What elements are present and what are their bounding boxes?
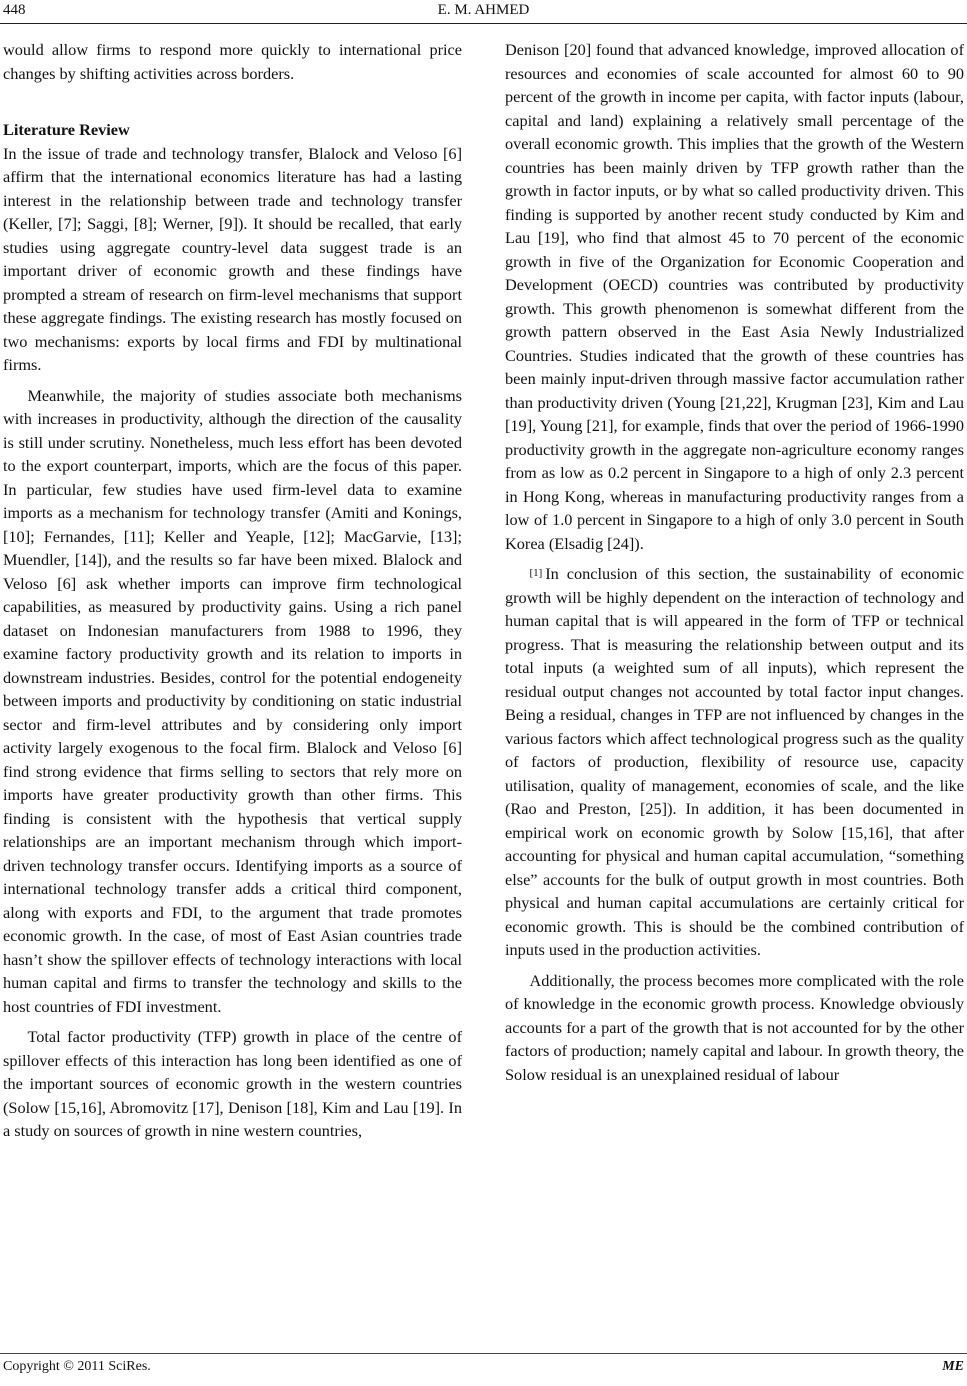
page-number: 448: [3, 2, 26, 18]
footer-rule: [0, 1353, 967, 1354]
body-paragraph: Meanwhile, the majority of studies associate both mechanisms with increases in productivity, although the direction of the causality is still under scrutiny. Nonetheless, much less effort has been devoted to the export counterpart, imports, which are the focus of this paper. In particular, few studies have used firm-level data to examine imports as a mechanism for technology transfer (Amiti and Konings, [10]; Fernandes, [11]; Keller and Yeaple, [12]; MacGarvie, [13]; Muendler, [14]), and the results so far have been mixed. Blalock and Veloso [6] ask whether imports can improve firm technological capabilities, as measured by productivity gains. Using a rich panel dataset on Indonesian manufacturers from 1988 to 1996, they examine factory productivity growth and its relation to imports in downstream industries. Besides, control for the potential endogeneity between imports and productivity by conditioning on static industrial sector and firm-level attributes and by considering only import activity largely exogenous to the focal firm. Blalock and Veloso [6] find strong evidence that firms selling to sectors that rely more on imports have greater productivity growth than other firms. This finding is consistent with the hypothesis that vertical supply relationships are an important mechanism through which import-driven technology transfer occurs. Identifying imports as a source of international technology transfer adds a critical third component, along with exports and FDI, to the argument that trade promotes economic growth. In the case, of most of East Asian countries trade hasn’t show the spillover effects of technology interactions with local human capital and firms to transfer the technology and skills to the host countries of FDI investment.: [3, 385, 462, 1016]
body-paragraph: Additionally, the process becomes more complicated with the role of knowledge in the economic growth process. Knowledge obviously accounts for a part of the growth that is not accounted for by the other factors of production; namely capital and labour. In growth theory, the Solow residual is an unexplained residual of labour: [505, 970, 964, 1084]
body-paragraph: Total factor productivity (TFP) growth in place of the centre of spillover effects of this interaction has long been identified as one of the important sources of economic growth in the western countries (Solow [15,16], Abromovitz [17], Denison [18], Kim and Lau [19]. In a study on sources of growth in nine western countries,: [3, 1027, 462, 1140]
left-column: [3, 38, 462, 1143]
body-paragraph: Denison [20] found that advanced knowledge, improved allocation of resources and economies of scale accounted for almost 60 to 90 percent of the growth in income per capita, with factor inputs (labour, capital and land) explaining a relatively small percentage of the overall economic growth. This implies that the growth of the Western countries has been mainly driven by TFP growth rather than the growth in factor inputs, or by what so called productivity driven. This finding is supported by another recent study conducted by Kim and Lau [19], who find that almost 45 to 70 percent of the economic growth in five of the Organization for Economic Cooperation and Development (OECD) countries was contributed by productivity growth. This growth phenomenon is somewhat different from the growth pattern observed in the East Asia Newly Industrialized Countries. Studies indicated that the growth of these countries has been mainly input-driven through massive factor accumulation rather than productivity driven (Young [21,22], Krugman [23], Kim and Lau [19], Young [21], for example, finds that over the period of 1966-1990 productivity growth in the aggregate non-agriculture economy ranges from as low as 0.2 percent in Singapore to a high of only 2.3 percent in Hong Kong, whereas in manufacturing productivity ranges from a low of 1.0 percent in Singapore to a high of only 3.0 percent in South Korea (Elsadig [24]).: [505, 40, 964, 553]
body-paragraph-with-footnote: [505, 562, 964, 962]
body-paragraph: In the issue of trade and technology transfer, Blalock and Veloso [6] affirm that the international economics literature has had a lasting interest in the relationship between trade and technology transfer (Keller, [7]; Saggi, [8]; Werner, [9]). It should be recalled, that early studies using aggregate country-level data suggest trade is an important driver of economic growth and these findings have prompted a stream of research on firm-level mechanisms that support these aggregate findings. The existing research has mostly focused on two mechanisms: exports by local firms and FDI by multinational firms.: [3, 143, 462, 374]
journal-abbreviation: ME: [942, 1359, 964, 1374]
page-header: [0, 0, 967, 24]
right-column: [505, 38, 964, 1086]
running-title: E. M. AHMED: [437, 2, 530, 18]
footnote-marker[interactable]: [1]: [529, 567, 543, 579]
body-paragraph-text: In conclusion of this section, the sustainability of economic growth will be highly dependent on the interaction of technology and human capital that is will appeared in the form of TFP or technical progress. That is measuring the relationship between output and its total inputs (a weighted sum of all inputs), which represent the residual output changes not accounted by total factor input changes. Being a residual, changes in TFP are not influenced by changes in the various factors which affect technological progress such as the quality of factors of production, flexibility of resource use, capacity utilisation, quality of management, economies of scale, and the like (Rao and Preston, [25]). In addition, it has been documented in empirical work on economic growth by Solow [15,16], that after accounting for physical and human capital accumulation, “something else” accounts for the bulk of output growth in most countries. Both physical and human capital accumulations are certainly critical for economic growth. This is should be the combined contribution of inputs used in the production activities.: [505, 564, 964, 959]
intro-paragraph: would allow firms to respond more quickly to international price changes by shifting activities across borders.: [3, 40, 462, 83]
header-rule: [0, 23, 967, 24]
section-heading: Literature Review: [3, 120, 130, 139]
copyright-notice: Copyright © 2011 SciRes.: [3, 1359, 151, 1374]
page-footer: [0, 1357, 967, 1379]
